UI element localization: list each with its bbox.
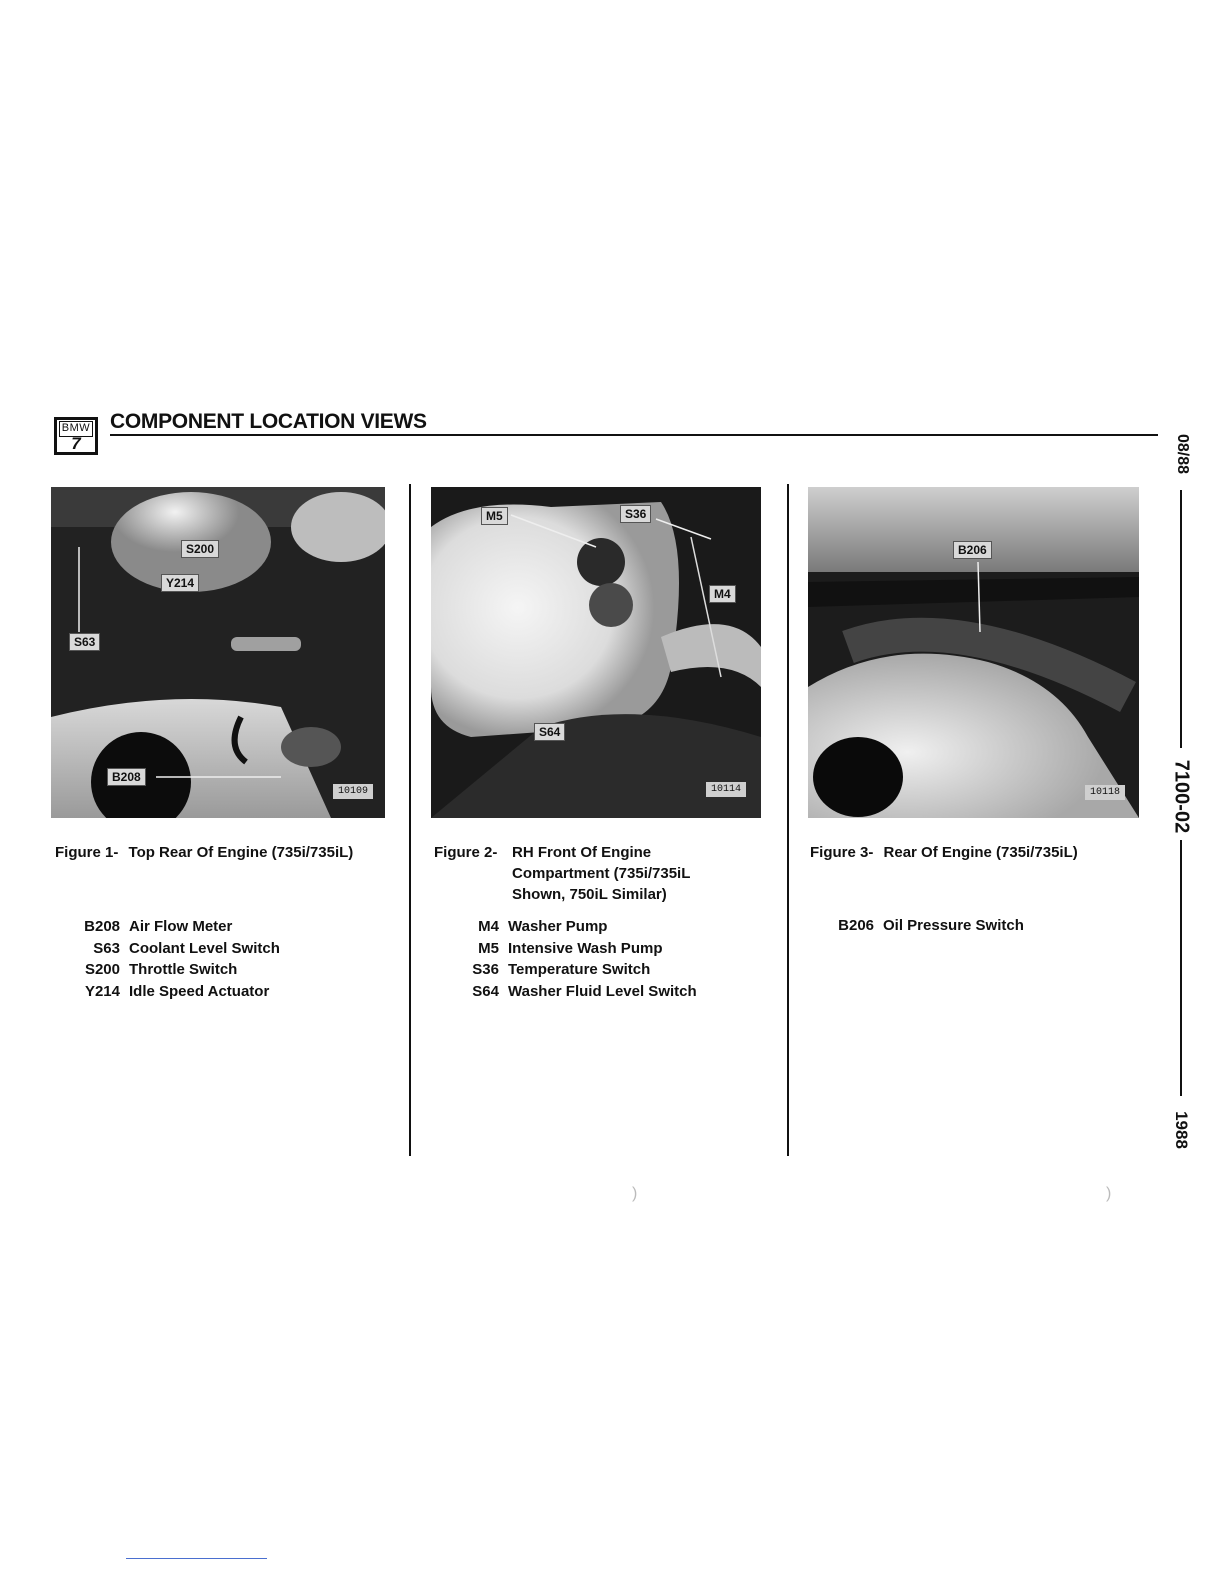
legend-code: S64 (472, 982, 499, 1000)
photo-number-2: 10114 (706, 782, 746, 797)
side-rule-2 (1180, 840, 1182, 1096)
callout-s63: S63 (69, 633, 100, 651)
legend-item (66, 916, 280, 938)
callout-y214: Y214 (161, 574, 199, 592)
side-rule-1 (1180, 490, 1182, 748)
legend-code: S63 (93, 939, 120, 957)
legend-item (66, 981, 280, 1003)
callout-m5: M5 (481, 507, 508, 525)
legend-item (455, 959, 697, 981)
legend-item (455, 916, 697, 938)
legend-item (832, 915, 1024, 937)
legend-item (455, 938, 697, 960)
figure-3-label: Figure 3- (810, 844, 874, 861)
legend-item (66, 959, 280, 981)
logo-brand: BMW (59, 421, 93, 437)
page-title: COMPONENT LOCATION VIEWS (110, 410, 427, 433)
figure-2-caption-text (512, 842, 690, 905)
legend-code: B206 (838, 917, 874, 934)
figure-2-photo (431, 487, 761, 818)
legend-name: Idle Speed Actuator (129, 982, 270, 1000)
engine-photo-3 (808, 487, 1139, 818)
callout-s64: S64 (534, 723, 565, 741)
side-date: 08/88 (1174, 433, 1191, 475)
figure-3-photo (808, 487, 1139, 818)
logo-series: 7 (71, 434, 81, 453)
bottom-rule (126, 1558, 267, 1559)
legend-name: Air Flow Meter (129, 918, 233, 935)
legend-code: S36 (472, 961, 499, 978)
scan-mark: ) (1106, 1185, 1112, 1202)
side-year: 1988 (1172, 1111, 1191, 1149)
figure-1-photo (51, 487, 385, 818)
legend-item (455, 981, 697, 1003)
legend-name: Intensive Wash Pump (508, 939, 663, 957)
legend-item (66, 938, 280, 960)
callout-s36: S36 (620, 505, 651, 523)
side-code: 7100-02 (1170, 759, 1193, 834)
column-divider-2 (787, 484, 789, 1156)
legend-name: Temperature Switch (508, 961, 651, 978)
legend-code: M4 (478, 918, 499, 935)
column-divider-1 (409, 484, 411, 1156)
figure-1-legend (66, 916, 280, 1002)
legend-code: S200 (84, 961, 120, 978)
legend-name: Throttle Switch (129, 961, 238, 978)
figure-2-legend (455, 916, 697, 1002)
header-rule (110, 434, 1158, 436)
legend-name: Washer Fluid Level Switch (508, 982, 697, 1000)
scan-mark: ) (632, 1185, 638, 1202)
figure-3-caption-text: Rear Of Engine (735i/735iL) (883, 844, 1078, 861)
callout-b208: B208 (107, 768, 146, 786)
figure-3-legend (832, 915, 1024, 937)
figure-3-caption (810, 842, 1078, 863)
legend-name: Oil Pressure Switch (883, 917, 1024, 934)
figure-1-label: Figure 1- (55, 844, 119, 861)
figure-2-label: Figure 2- (434, 844, 498, 861)
figure-1-caption-text: Top Rear Of Engine (735i/735iL) (128, 844, 354, 861)
legend-code: M5 (478, 939, 499, 957)
legend-code: B208 (84, 918, 120, 935)
legend-name: Coolant Level Switch (129, 939, 280, 957)
figure-1-caption (55, 842, 353, 863)
callout-b206: B206 (953, 541, 992, 559)
bmw-7-logo (54, 417, 98, 455)
figure-2-caption-line-1: RH Front Of Engine (512, 844, 652, 861)
photo-number-1: 10109 (333, 784, 373, 799)
figure-2-caption-line-2: Compartment (735i/735iL (512, 865, 691, 882)
callout-s200: S200 (181, 540, 219, 558)
photo-number-3: 10118 (1085, 785, 1125, 800)
figure-2-caption-line-3: Shown, 750iL Similar) (512, 886, 667, 903)
legend-name: Washer Pump (508, 918, 608, 935)
figure-2-caption (434, 842, 690, 905)
engine-photo-2 (431, 487, 761, 818)
engine-photo-1 (51, 487, 385, 818)
legend-code: Y214 (84, 982, 120, 1000)
callout-m4: M4 (709, 585, 736, 603)
